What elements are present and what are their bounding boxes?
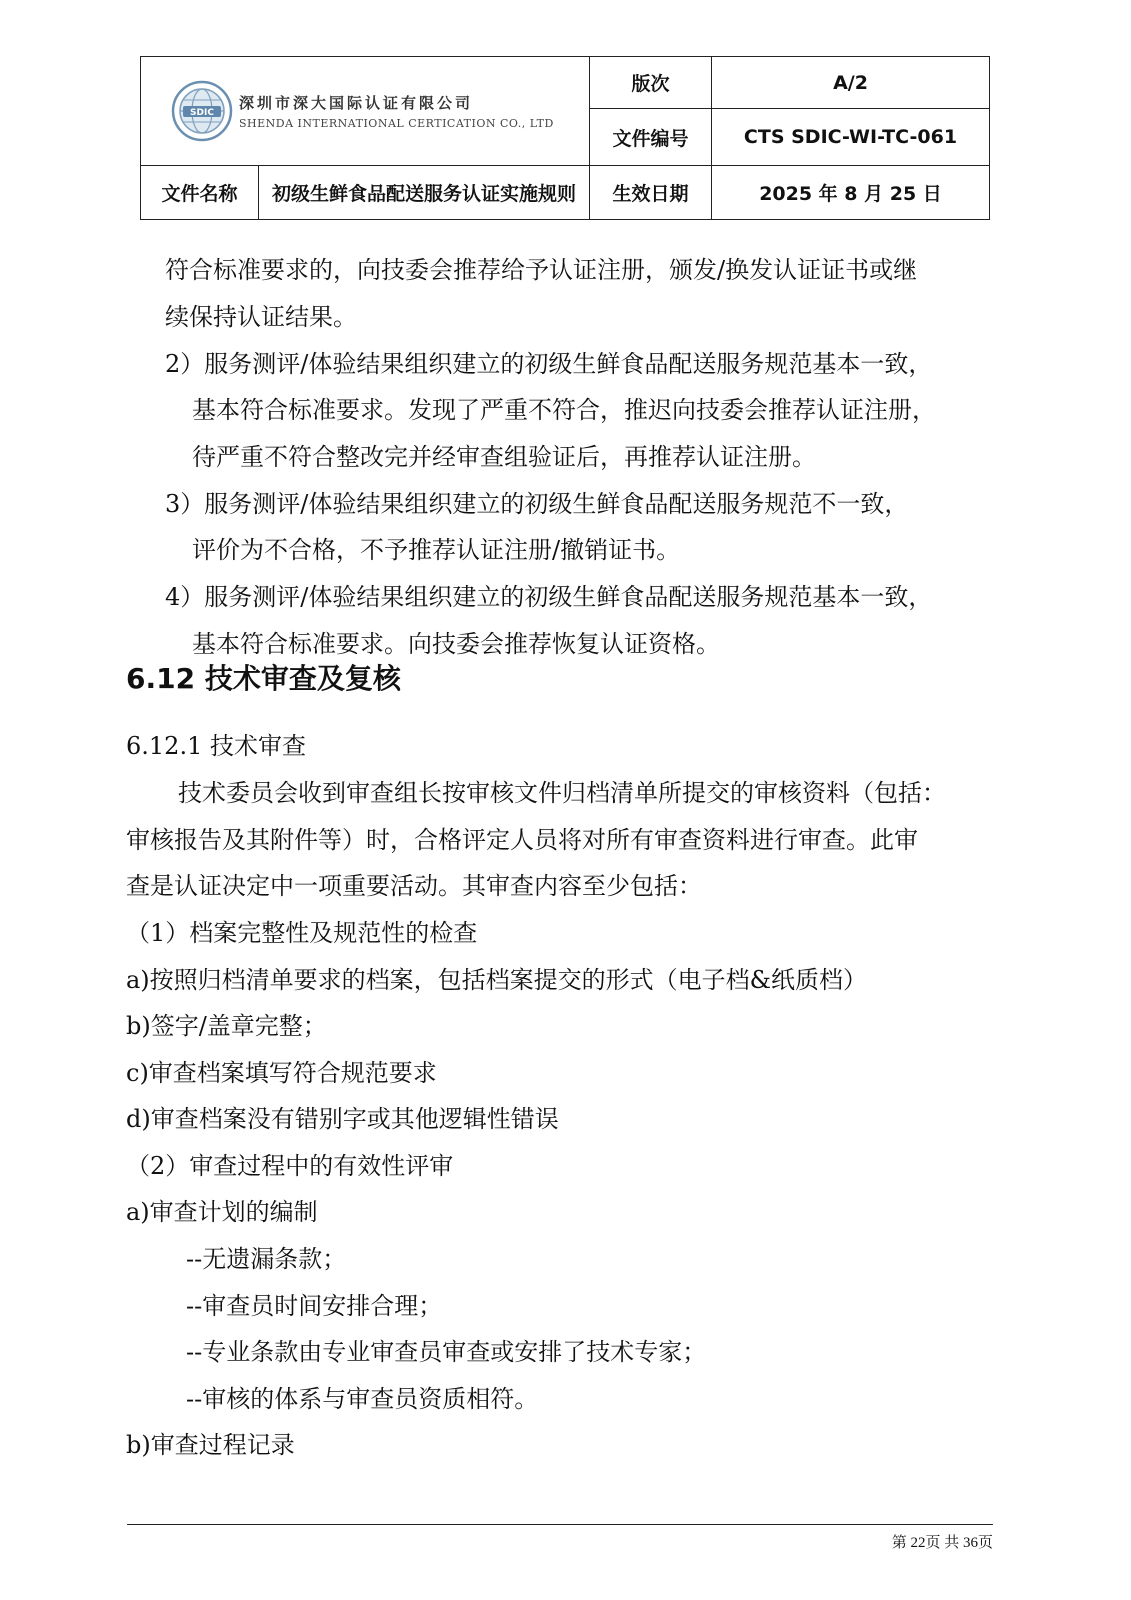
paragraph-line: 审核报告及其附件等）时，合格评定人员将对所有审查资料进行审查。此审 bbox=[126, 826, 918, 854]
item-2-title: （2）审查过程中的有效性评审 bbox=[126, 1152, 454, 1180]
item-1b: b)签字/盖章完整； bbox=[126, 1012, 327, 1040]
body-line: 符合标准要求的，向技委会推荐给予认证注册，颁发/换发认证证书或继 bbox=[165, 256, 918, 284]
effective-date-value: 2025 年 8 月 25 日 bbox=[712, 166, 990, 220]
company-logo-icon bbox=[171, 80, 233, 142]
item-2b: b)审查过程记录 bbox=[126, 1431, 295, 1459]
item-1d: d)审查档案没有错别字或其他逻辑性错误 bbox=[126, 1105, 559, 1133]
dash-item: --审核的体系与审查员资质相符。 bbox=[186, 1385, 539, 1413]
doc-no-label: 文件编号 bbox=[590, 109, 712, 166]
body-line: 基本符合标准要求。向技委会推荐恢复认证资格。 bbox=[192, 630, 720, 658]
company-name-en: SHENDA INTERNATIONAL CERTICATION CO., LTD bbox=[239, 117, 554, 130]
item-1c: c)审查档案填写符合规范要求 bbox=[126, 1059, 437, 1087]
doc-no-value: CTS SDIC-WI-TC-061 bbox=[712, 109, 990, 166]
version-value: A/2 bbox=[712, 57, 990, 109]
logo-cell bbox=[141, 57, 590, 166]
dash-item: --审查员时间安排合理； bbox=[186, 1292, 443, 1320]
body-line: 评价为不合格，不予推荐认证注册/撤销证书。 bbox=[192, 536, 681, 564]
company-name-cn: 深圳市深大国际认证有限公司 bbox=[239, 94, 474, 112]
effective-date-label: 生效日期 bbox=[590, 166, 712, 220]
item-1-title: （1）档案完整性及规范性的检查 bbox=[126, 919, 478, 947]
page-number: 第 22页 共 36页 bbox=[891, 1535, 993, 1551]
body-line: 续保持认证结果。 bbox=[165, 303, 357, 331]
item-2a: a)审查计划的编制 bbox=[126, 1198, 318, 1226]
paragraph-line: 查是认证决定中一项重要活动。其审查内容至少包括： bbox=[126, 872, 702, 900]
paragraph-line: 技术委员会收到审查组长按审核文件归档清单所提交的审核资料（包括： bbox=[178, 779, 946, 807]
version-label: 版次 bbox=[590, 57, 712, 109]
dash-item: --无遗漏条款； bbox=[186, 1245, 347, 1273]
body-line: 基本符合标准要求。发现了严重不符合，推迟向技委会推荐认证注册， bbox=[192, 396, 936, 424]
list-item-2: 2）服务测评/体验结果组织建立的初级生鲜食品配送服务规范基本一致， bbox=[165, 350, 933, 378]
document-header-table bbox=[140, 56, 990, 220]
body-line: 待严重不符合整改完并经审查组验证后，再推荐认证注册。 bbox=[192, 443, 816, 471]
subsection-heading: 6.12.1 技术审查 bbox=[126, 732, 306, 760]
logo-text: SDIC bbox=[190, 108, 214, 118]
footer-divider bbox=[127, 1524, 993, 1525]
doc-name-label: 文件名称 bbox=[141, 166, 259, 220]
list-item-3: 3）服务测评/体验结果组织建立的初级生鲜食品配送服务规范不一致， bbox=[165, 490, 909, 518]
doc-name-value: 初级生鲜食品配送服务认证实施规则 bbox=[259, 166, 590, 220]
section-heading: 6.12 技术审查及复核 bbox=[126, 662, 401, 695]
dash-item: --专业条款由专业审查员审查或安排了技术专家； bbox=[186, 1338, 707, 1366]
list-item-4: 4）服务测评/体验结果组织建立的初级生鲜食品配送服务规范基本一致， bbox=[165, 583, 933, 611]
item-1a: a)按照归档清单要求的档案，包括档案提交的形式（电子档&纸质档） bbox=[126, 966, 868, 994]
